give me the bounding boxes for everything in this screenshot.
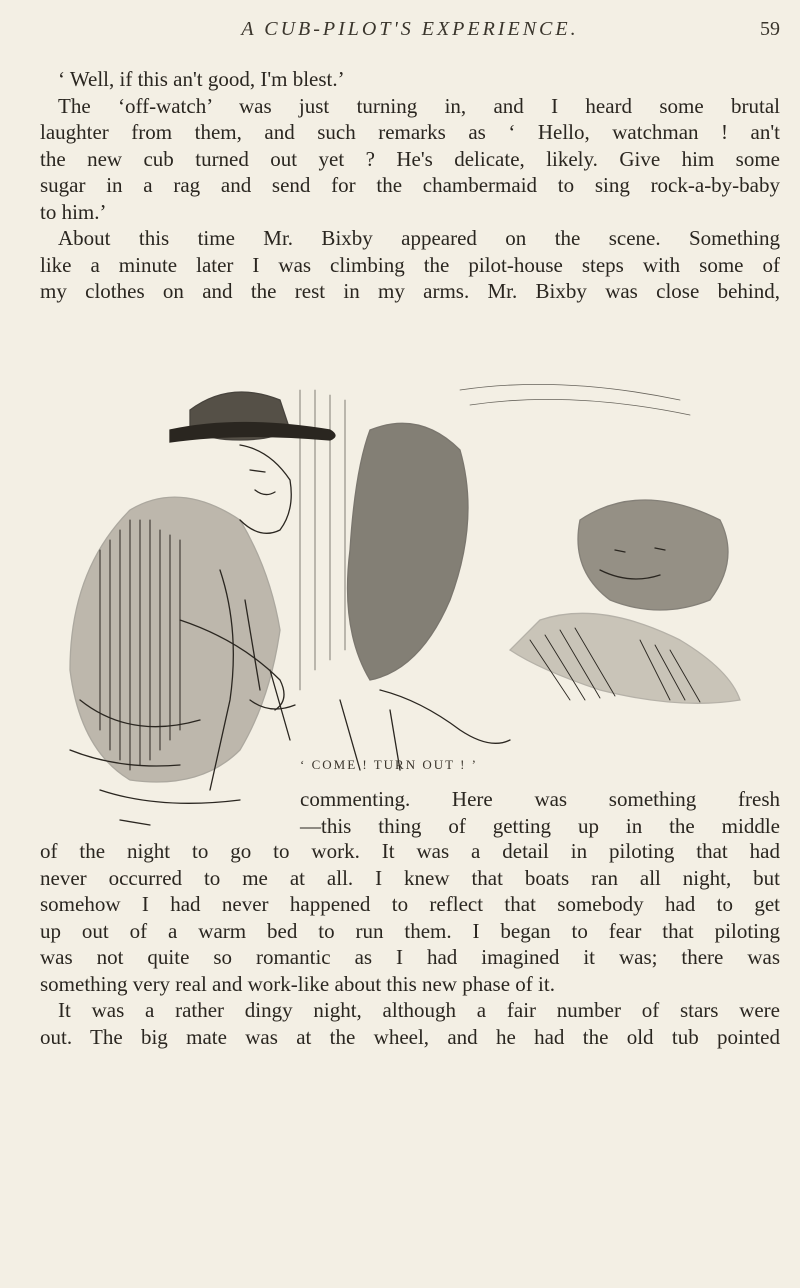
text-line: somehow I had never happened to reflect that somebody had to get <box>40 892 780 916</box>
text-line: It was a rather dingy night, although a fair number of stars were <box>58 998 780 1022</box>
text-line: The ‘off-watch’ was just turning in, and I heard some brutal <box>58 93 780 118</box>
running-title: A CUB-PILOT'S EXPERIENCE. <box>241 18 579 40</box>
text-line: like a minute later I was climbing the pilot-house steps with some of <box>40 252 780 277</box>
text-line: laughter from them, and such remarks as ‘ Hello, watchman ! an't <box>40 120 780 144</box>
text-line: never occurred to me at all. I knew that boats ran all night, but <box>40 865 780 890</box>
text-line: out. The big mate was at the wheel, and he had the old tub pointed <box>40 1024 780 1049</box>
paragraph-1 <box>40 66 780 93</box>
running-head <box>40 18 780 50</box>
text-line: of the night to go to work. It was a detail in piloting that had <box>40 839 780 863</box>
text-line: ‘ Well, if this an't good, I'm blest.’ <box>58 67 345 91</box>
paragraph-2 <box>40 93 780 226</box>
page-number: 59 <box>760 18 780 40</box>
bottom-text-block <box>40 838 780 1050</box>
text-line: sugar in a rag and send for the chambermaid to sing rock-a-by-baby <box>40 173 780 197</box>
top-text-block <box>40 66 780 305</box>
text-line: to him.’ <box>40 199 107 224</box>
paragraph-3 <box>40 225 780 305</box>
text-line: was not quite so romantic as I had imagined it was; there was <box>40 945 780 969</box>
paragraph-5 <box>40 997 780 1050</box>
illustration-caption: ‘ COME ! TURN OUT ! ’ <box>300 757 479 772</box>
text-line: the new cub turned out yet ? He's delicate, likely. Give him some <box>40 146 780 171</box>
wrapped-text-block <box>300 786 780 839</box>
text-line: —this thing of getting up in the middle <box>300 813 780 838</box>
text-line: About this time Mr. Bixby appeared on the scene. Something <box>58 226 780 250</box>
text-line: something very real and work-like about this new phase of it. <box>40 971 555 996</box>
text-line: up out of a warm bed to run them. I began to fear that piloting <box>40 918 780 943</box>
text-line: my clothes on and the rest in my arms. Mr. Bixby was close behind, <box>40 279 780 303</box>
text-line: commenting. Here was something fresh <box>300 787 780 811</box>
paragraph-4 <box>40 838 780 997</box>
